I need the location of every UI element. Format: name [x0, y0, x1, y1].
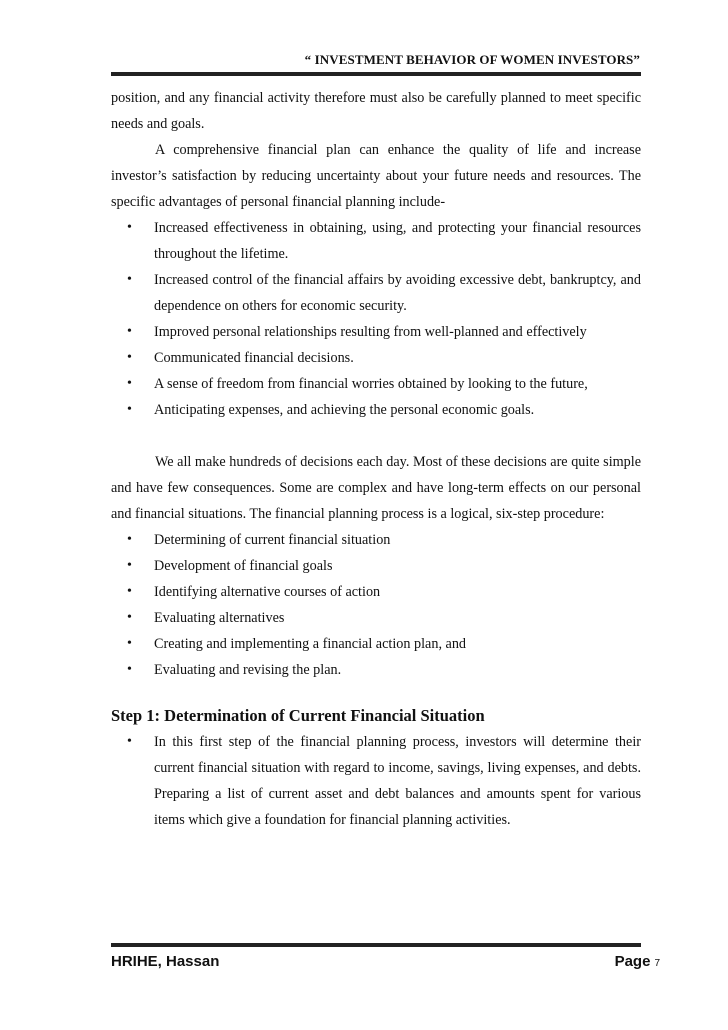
paragraph-financial-plan: A comprehensive financial plan can enhance the quality of life and increase investor’s satisfaction by reducing uncertainty about your future needs and resources. The specific advantages of personal financial planning include-: [111, 142, 641, 210]
advantages-list: [111, 215, 641, 423]
list-item: • Development of financial goals: [111, 553, 641, 579]
bullet-icon: •: [127, 558, 132, 573]
paragraph-decisions: We all make hundreds of decisions each day. Most of these decisions are quite simple and have few consequences. Some are complex and have long-term effects on our personal and financial situations. The financial planning process is a logical, six-step procedure:: [111, 454, 641, 522]
list-item: • Creating and implementing a financial action plan, and: [111, 631, 641, 657]
list-item: • A sense of freedom from financial worries obtained by looking to the future,: [111, 371, 641, 397]
list-item: • Evaluating alternatives: [111, 605, 641, 631]
footer-divider: [111, 943, 641, 947]
footer-page: [615, 953, 660, 970]
bullet-icon: •: [127, 220, 132, 235]
list-item: • Increased effectiveness in obtaining, using, and protecting your financial resources throughout the lifetime.: [111, 215, 641, 267]
bullet-icon: •: [127, 610, 132, 625]
section-heading-step1: Step 1: Determination of Current Financial Situation: [111, 706, 485, 725]
list-item: • Increased control of the financial affairs by avoiding excessive debt, bankruptcy, and dependence on others for economic security.: [111, 267, 641, 319]
list-item: • Improved personal relationships resulting from well-planned and effectively: [111, 319, 641, 345]
header-divider: [111, 72, 641, 76]
bullet-icon: •: [127, 272, 132, 287]
planning-steps-list: [111, 527, 641, 683]
list-item: • Communicated financial decisions.: [111, 345, 641, 371]
bullet-icon: •: [127, 532, 132, 547]
bullet-icon: •: [127, 350, 132, 365]
page-body: [111, 85, 641, 833]
running-header-title: “ INVESTMENT BEHAVIOR OF WOMEN INVESTORS”: [304, 52, 640, 67]
bullet-icon: •: [127, 402, 132, 417]
list-item: • Evaluating and revising the plan.: [111, 657, 641, 683]
bullet-icon: •: [127, 584, 132, 599]
list-item: • Identifying alternative courses of action: [111, 579, 641, 605]
step1-list: [111, 729, 641, 833]
list-item: • In this first step of the financial planning process, investors will determine their current financial situation with regard to income, savings, living expenses, and debts. Preparing a list of current asset and debt balances and amounts spent for various items which give a foundation for financial planning activities.: [111, 729, 641, 833]
bullet-icon: •: [127, 662, 132, 677]
page-number: 7: [654, 958, 660, 969]
page-label: Page: [614, 953, 651, 970]
footer-author: HRIHE, Hassan: [111, 953, 220, 970]
paragraph-intro: position, and any financial activity therefore must also be carefully planned to meet specific needs and goals.: [111, 90, 641, 132]
bullet-icon: •: [127, 734, 132, 749]
bullet-icon: •: [127, 376, 132, 391]
list-item: • Determining of current financial situation: [111, 527, 641, 553]
bullet-icon: •: [127, 636, 132, 651]
spacer: [111, 423, 641, 449]
bullet-icon: •: [127, 324, 132, 339]
list-item: • Anticipating expenses, and achieving the personal economic goals.: [111, 397, 641, 423]
